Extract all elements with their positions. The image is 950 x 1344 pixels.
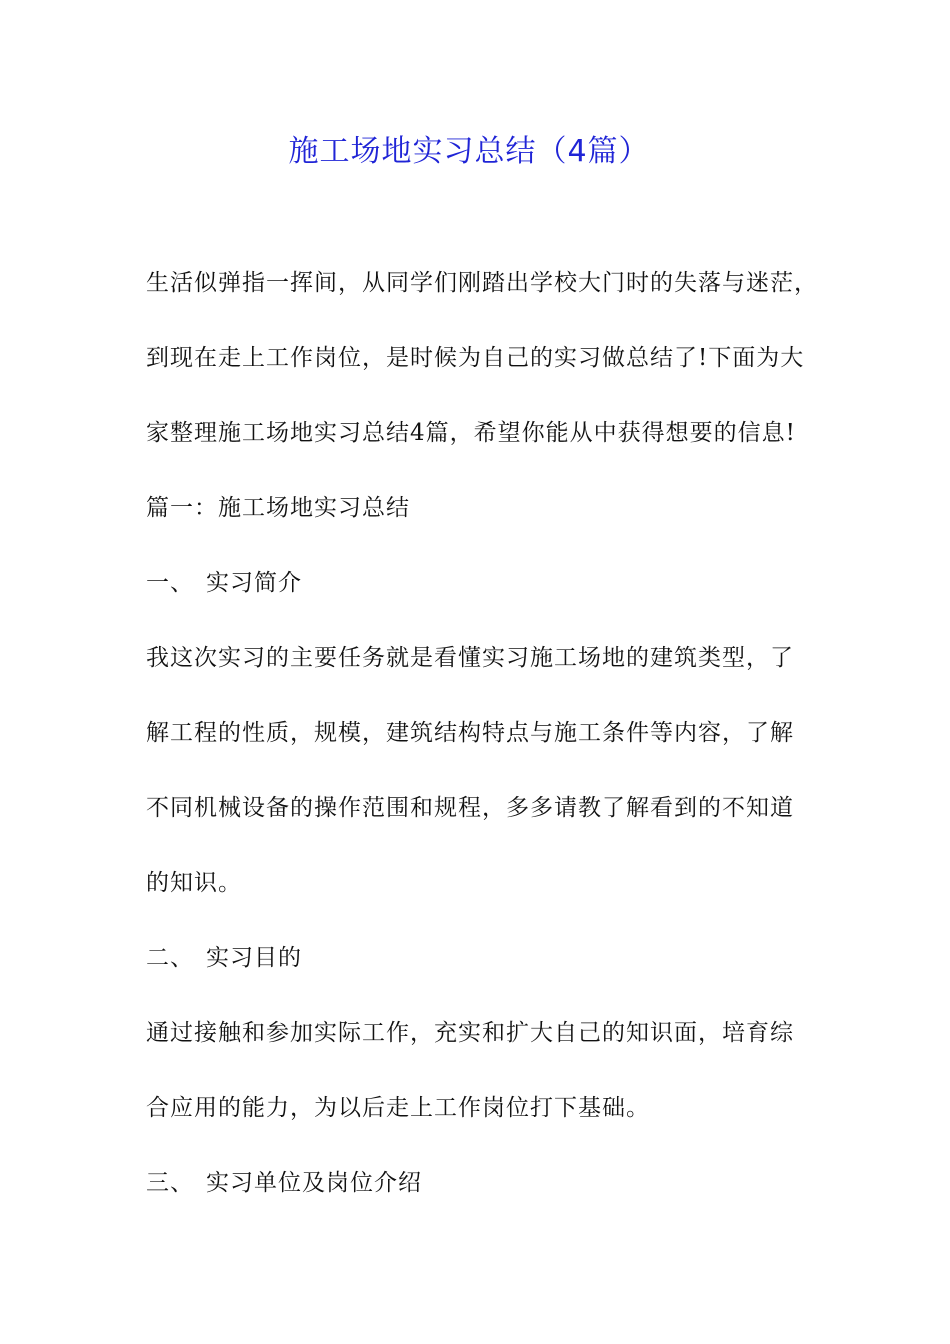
section-heading-text: 实习目的 — [206, 945, 302, 971]
part-heading: 篇一：施工场地实习总结 — [146, 495, 410, 521]
intro-line: 生活似弹指一挥间，从同学们刚踏出学校大门时的失落与迷茫， — [146, 270, 818, 296]
section-number: 三、 — [146, 1170, 194, 1196]
section-heading — [146, 566, 302, 600]
section-heading-text: 实习单位及岗位介绍 — [206, 1170, 422, 1196]
section-heading — [146, 1166, 422, 1200]
section-heading — [146, 941, 302, 975]
intro-line: 到现在走上工作岗位，是时候为自己的实习做总结了!下面为大 — [146, 345, 805, 371]
document-title: 施工场地实习总结（4篇） — [288, 134, 650, 169]
paragraph-line: 解工程的性质，规模，建筑结构特点与施工条件等内容，了解 — [146, 720, 794, 746]
intro-line: 家整理施工场地实习总结4篇，希望你能从中获得想要的信息! — [146, 420, 796, 446]
paragraph-line: 合应用的能力，为以后走上工作岗位打下基础。 — [146, 1095, 650, 1121]
paragraph-line: 我这次实习的主要任务就是看懂实习施工场地的建筑类型，了 — [146, 645, 794, 671]
paragraph-line: 通过接触和参加实际工作，充实和扩大自己的知识面，培育综 — [146, 1020, 794, 1046]
section-heading-text: 实习简介 — [206, 570, 302, 596]
paragraph-line: 的知识。 — [146, 870, 242, 896]
section-number: 二、 — [146, 945, 194, 971]
paragraph-line: 不同机械设备的操作范围和规程，多多请教了解看到的不知道 — [146, 795, 794, 821]
section-number: 一、 — [146, 570, 194, 596]
